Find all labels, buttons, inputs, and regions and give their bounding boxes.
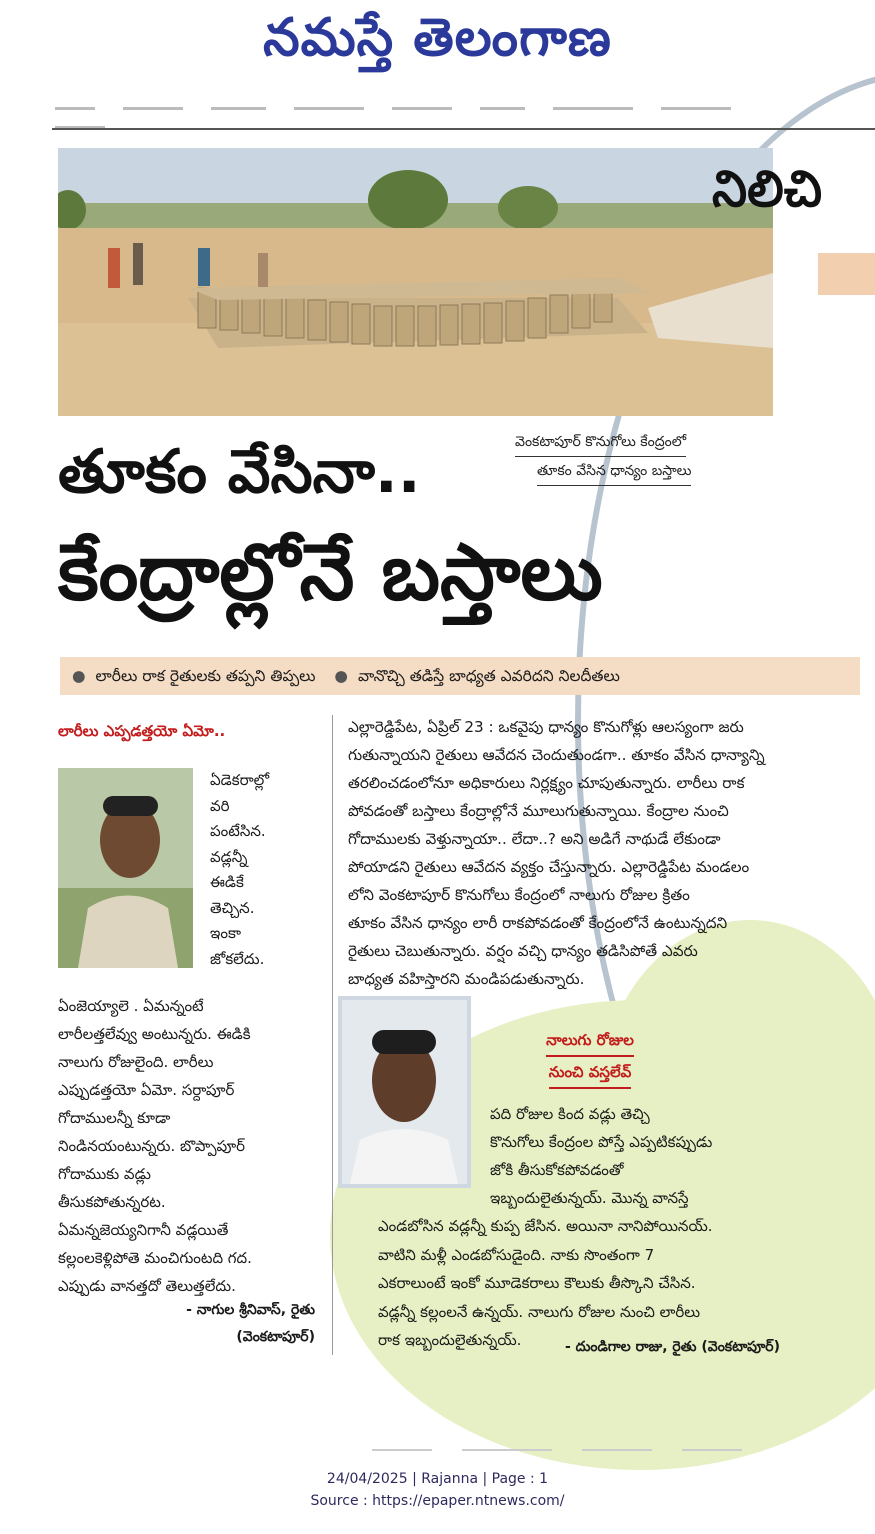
header-rule	[52, 128, 875, 130]
text-line: పంటేసిన.	[210, 822, 266, 840]
grain-bags-photo	[58, 148, 773, 416]
headline-line2: కేంద్రాల్లోనే బస్తాలు	[58, 528, 603, 618]
subhead-band	[60, 657, 860, 695]
text-line: ఇబ్బందులైతున్నయ్. మొన్న వానస్తే	[490, 1189, 689, 1207]
quote2-title-line: నుంచి వస్తలేవ్	[549, 1057, 632, 1089]
text-line: వాటిని మళ్లీ ఎండబోసుడైంది. నాకు సొంతంగా 7	[378, 1245, 655, 1264]
text-line: జోకలేదు.	[210, 949, 265, 968]
text-line: ఏమన్నజెయ్యనిగానీ వడ్లయితే	[58, 1221, 229, 1239]
photo-caption	[515, 428, 780, 486]
text-line: నాలుగు రోజులైంది. లారీలు	[58, 1053, 214, 1071]
text-line: కల్లంలకెళ్లిపోతె మంచిగుంటది గద.	[58, 1249, 252, 1267]
text-line: తీసుకపోతున్నరట.	[58, 1193, 166, 1211]
farmer-portrait-2	[338, 996, 471, 1188]
photo-illustration	[58, 148, 773, 416]
text-line: ఈడికే	[210, 873, 244, 891]
text-line: లారీలత్తలేవ్వు అంటున్నరు. ఈడికి	[58, 1025, 251, 1043]
quote1-credit	[135, 1297, 315, 1351]
bullet-icon: ●	[334, 667, 348, 685]
subhead-item: లారీలు రాక రైతులకు తప్పని తిప్పలు	[95, 667, 316, 685]
text-line: నిండినయంటున్నరు. బొప్పాపూర్	[58, 1137, 246, 1155]
column-divider	[332, 715, 333, 1355]
text-line: రైతులు చెబుతున్నారు. వర్షం వచ్చి ధాన్యం తడిసిపోతే ఎవరు	[348, 942, 698, 960]
masthead-strip	[55, 98, 835, 106]
footer-date-line: 24/04/2025 | Rajanna | Page : 1	[326, 1471, 549, 1487]
text-line: కొనుగోలు కేంద్రంల పోస్తే ఎప్పటికప్పుడు	[490, 1133, 713, 1151]
text-line: గోదాములకు వెళ్తున్నాయా.. లేదా..? అని అడిగే నాథుడే లేకుండా	[348, 830, 721, 848]
text-line: గోదాముకు వడ్లు	[58, 1165, 151, 1183]
text-line: వడ్లన్నీ కల్లంలనే ఉన్నయ్. నాలుగు రోజుల నుంచి లారీలు	[378, 1302, 701, 1321]
main-story-body	[348, 713, 843, 993]
quote2-title	[520, 1025, 660, 1089]
quote1-narrow-text	[210, 768, 330, 972]
footer-source-link[interactable]: Source : https://epaper.ntnews.com/	[310, 1493, 565, 1509]
text-line: లోని వెంకటాపూర్ కొనుగోలు కేంద్రంలో నాలుగు రోజుల క్రితం	[348, 886, 690, 904]
masthead	[0, 0, 875, 80]
text-line: రాక ఇబ్బందులైతున్నయ్.	[378, 1331, 522, 1349]
page-footer	[0, 1468, 875, 1512]
text-line: ఎల్లారెడ్డిపేట, ఏప్రిల్ 23 : ఒకవైపు ధాన్యం కొనుగోళ్లు ఆలస్యంగా జరు	[348, 718, 744, 736]
bullet-icon: ●	[72, 667, 86, 685]
quote1-body	[58, 992, 318, 1300]
quote2-credit: - దుండిగాల రాజు, రైతు (వెంకటాపూర్)	[565, 1339, 780, 1355]
text-line: ఎండబోసిన వడ్లన్నీ కుప్ప జేసిన. అయినా నానిపోయినయ్.	[378, 1217, 713, 1235]
adjacent-story-tab	[818, 253, 875, 295]
quote2-body	[378, 1212, 818, 1355]
text-line: తూకం వేసిన ధాన్యం లారీ రాకపోవడంతో కేంద్రంలోనే ఉంటున్నదని	[348, 914, 728, 932]
text-line: బాధ్యత వహిస్తారని మండిపడుతున్నారు.	[348, 970, 585, 988]
text-line: జోకి తీసుకోకపోవడంతో	[490, 1161, 624, 1179]
text-line: తరలించడంలోనూ అధికారులు నిర్లక్ష్యం చూపుతున్నారు. లారీలు రాక	[348, 774, 745, 792]
text-line: పోవడంతో బస్తాలు కేంద్రాల్లోనే మూలుగుతున్నాయి. కేంద్రాల నుంచి	[348, 802, 729, 820]
caption-line: తూకం వేసిన ధాన్యం బస్తాలు	[537, 457, 691, 486]
text-line: ఎప్పుడత్తయో ఏమో. సర్దాపూర్	[58, 1081, 235, 1099]
newspaper-logo: నమస్తే తెలంగాణ	[263, 8, 612, 68]
text-line: ఏడెకరాల్లో	[210, 771, 270, 789]
credit-name: - నాగుల శ్రీనివాస్, రైతు	[186, 1302, 315, 1318]
text-line: ఎకరాలుంటే ఇంకో మూడెకరాలు కౌలుకు తీస్కొని చేసిన.	[378, 1274, 696, 1292]
text-line: గుతున్నాయని రైతులు ఆవేదన చెందుతుండగా.. తూకం వేసిన ధాన్యాన్ని	[348, 746, 765, 764]
caption-line: వెంకటాపూర్ కొనుగోలు కేంద్రంలో	[515, 428, 686, 457]
page-bottom-marks	[372, 1436, 772, 1438]
headline-line1: తూకం వేసినా..	[58, 437, 421, 507]
text-line: ఇంకా	[210, 924, 241, 942]
farmer-portrait-1	[58, 768, 193, 968]
text-line: వడ్లన్నీ	[210, 847, 248, 866]
text-line: ఏంజెయ్యాలె . ఏమన్నంటే	[58, 997, 204, 1015]
text-line: పది రోజుల కింద వడ్లు తెచ్చి	[490, 1105, 650, 1123]
text-line: పోయాడని రైతులు ఆవేదన వ్యక్తం చేస్తున్నారు. ఎల్లారెడ్డిపేట మండలం	[348, 858, 750, 876]
credit-place: (వెంకటాపూర్)	[236, 1329, 315, 1345]
text-line: వరి	[210, 796, 230, 815]
subhead-item: వానొచ్చి తడిస్తే బాధ్యత ఎవరిదని నిలదీతలు	[357, 667, 620, 685]
portrait-illustration	[342, 1000, 467, 1184]
text-line: తెచ్చిన.	[210, 898, 255, 917]
quote2-narrow-text	[490, 1100, 810, 1212]
quote1-title: లారీలు ఎప్పడత్తయో ఏమో..	[58, 722, 226, 740]
portrait-illustration	[58, 768, 193, 968]
text-line: గోదాములన్నీ కూడా	[58, 1109, 171, 1127]
text-line: ఎప్పుడు వానత్తదో తెలుత్తలేదు.	[58, 1277, 236, 1295]
adjacent-story-headline: నిలిచి	[712, 160, 823, 218]
quote2-title-line: నాలుగు రోజుల	[546, 1025, 634, 1057]
